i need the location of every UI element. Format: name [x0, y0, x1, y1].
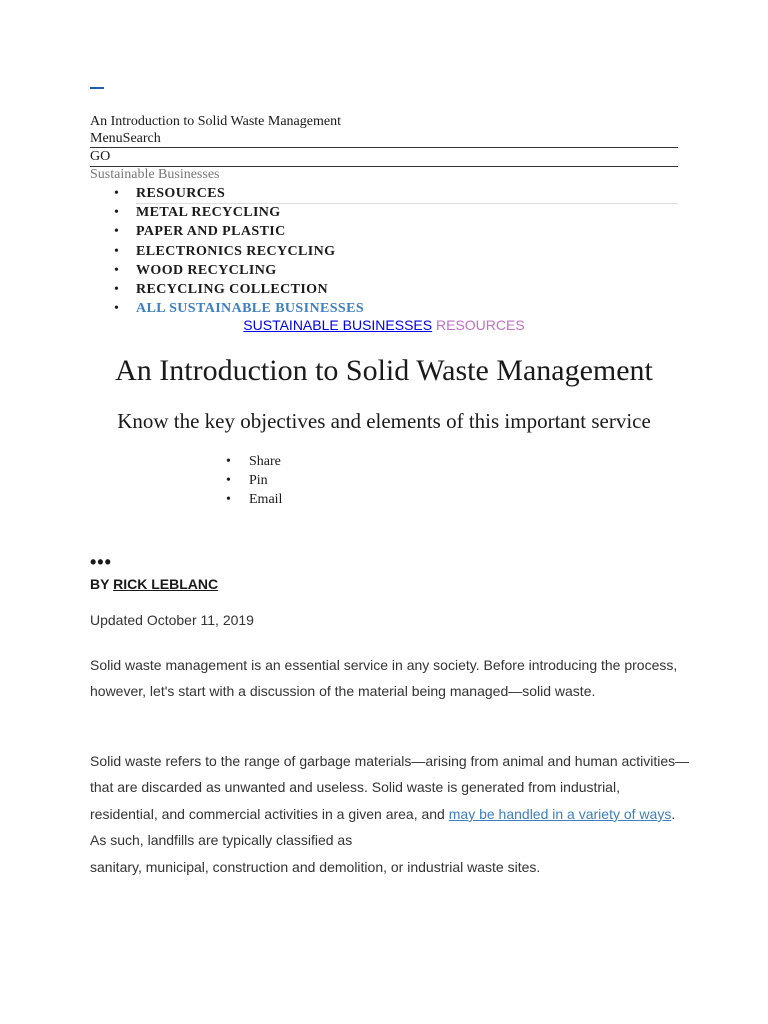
breadcrumb-resources[interactable]: RESOURCES	[436, 317, 525, 333]
page-title: An Introduction to Solid Waste Management	[115, 354, 653, 387]
handled-variety-link[interactable]: may be handled in a variety of ways	[448, 805, 672, 822]
paragraph-text: sanitary, municipal, construction and demolition, or industrial waste sites.	[90, 858, 541, 875]
nav-item-metal-recycling[interactable]: • METAL RECYCLING	[114, 203, 364, 222]
page-subtitle: Know the key objectives and elements of this important service	[117, 409, 651, 433]
share-list	[226, 452, 282, 510]
author-link[interactable]: RICK LEBLANC	[113, 576, 219, 592]
email-button[interactable]: • Email	[226, 490, 282, 509]
site-nav	[114, 184, 364, 318]
site-brand[interactable]: Sustainable Businesses	[90, 167, 220, 182]
share-button[interactable]: • Share	[226, 452, 282, 471]
paragraph-text: . As such, landfills are typically classified as	[90, 805, 676, 849]
byline-prefix: BY	[90, 576, 114, 592]
more-options-button[interactable]: •••	[90, 552, 112, 572]
menu-search-toggle[interactable]: MenuSearch	[90, 131, 161, 146]
breadcrumb	[0, 317, 768, 334]
article-paragraph	[90, 748, 690, 880]
article-paragraph: Solid waste management is an essential service in any society. Before introducing the process, however, let's start with a discussion of the material being managed—solid waste.	[90, 657, 678, 700]
divider	[136, 203, 678, 204]
breadcrumb-sustainable-businesses[interactable]: SUSTAINABLE BUSINESSES	[243, 317, 433, 333]
nav-item-all-sustainable-businesses[interactable]: • ALL SUSTAINABLE BUSINESSES	[114, 299, 364, 318]
pin-button[interactable]: • Pin	[226, 471, 282, 490]
search-go-button[interactable]: GO	[90, 149, 111, 164]
nav-item-paper-and-plastic[interactable]: • PAPER AND PLASTIC	[114, 222, 364, 241]
byline	[90, 576, 218, 593]
updated-date: Updated October 11, 2019	[90, 612, 254, 628]
nav-item-wood-recycling[interactable]: • WOOD RECYCLING	[114, 261, 364, 280]
skip-link[interactable]	[90, 86, 104, 89]
nav-item-resources[interactable]: • RESOURCES	[114, 184, 364, 203]
nav-item-electronics-recycling[interactable]: • ELECTRONICS RECYCLING	[114, 242, 364, 261]
divider	[90, 147, 678, 148]
page-head-title: An Introduction to Solid Waste Management	[90, 114, 341, 129]
paragraph-text: Solid waste refers to the range of garbage materials—arising from animal and human activities—that are discarded as unwanted and useless. Solid waste is generated from industrial, residential, and commercial activities in a given area, and	[90, 753, 690, 822]
nav-item-recycling-collection[interactable]: • RECYCLING COLLECTION	[114, 280, 364, 299]
